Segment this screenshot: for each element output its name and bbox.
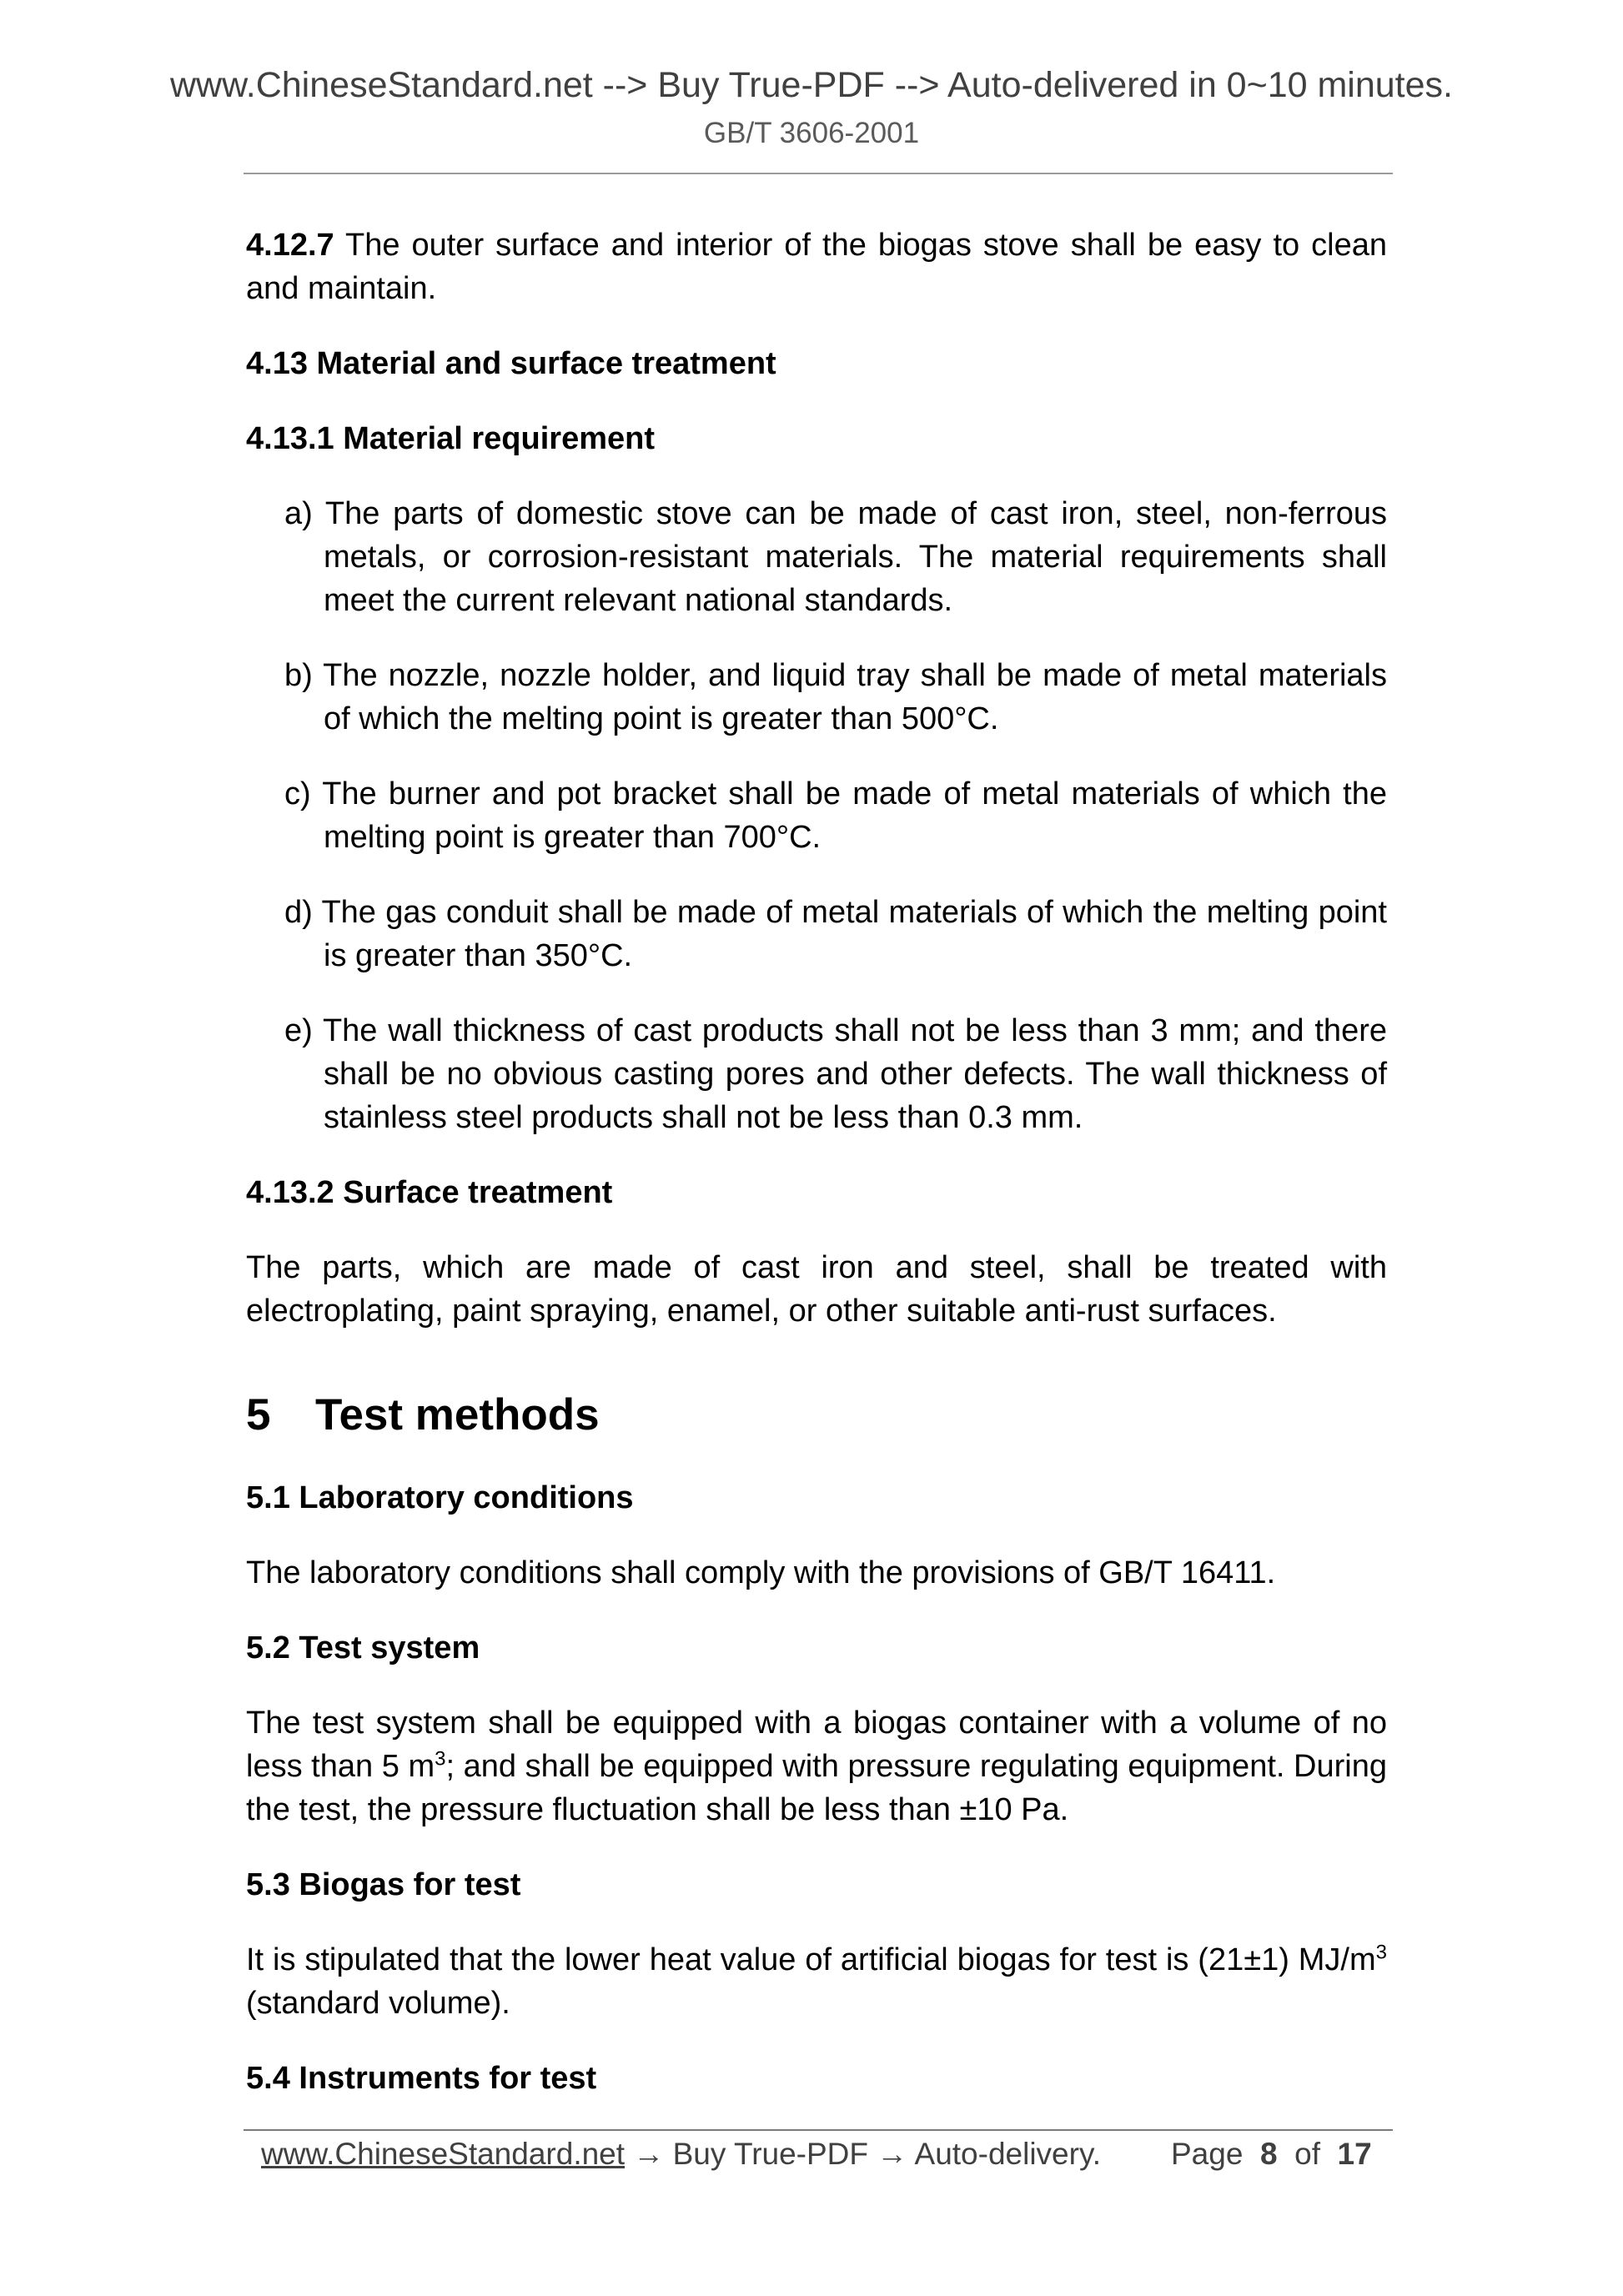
list-text: The gas conduit shall be made of metal materials of which the melting point is greater than 350°C. <box>321 895 1387 973</box>
list-item-a <box>246 492 1387 622</box>
list-item-d <box>246 891 1387 977</box>
list-item-c <box>246 772 1387 859</box>
paragraph-biogas <box>246 1938 1387 2025</box>
paragraph-lab-conditions: The laboratory conditions shall comply with the provisions of GB/T 16411. <box>246 1555 1276 1590</box>
section-title: Test methods <box>315 1390 600 1439</box>
heading-5-4: 5.4 Instruments for test <box>246 2061 597 2096</box>
superscript: 3 <box>435 1747 446 1771</box>
list-label: a) <box>284 496 313 531</box>
footer-site-link[interactable]: www.ChineseStandard.net <box>261 2137 626 2171</box>
section-heading-5 <box>246 1386 1387 1444</box>
heading-4-13-1: 4.13.1 Material requirement <box>246 421 655 456</box>
list-item-b <box>246 654 1387 741</box>
superscript: 3 <box>1375 1941 1387 1964</box>
clause-number: 4.12.7 <box>246 228 334 263</box>
list-text: The nozzle, nozzle holder, and liquid tray shall be made of metal materials of which the melting point is greater than 500°C. <box>323 658 1387 736</box>
page-body <box>246 224 1387 2100</box>
text-run: ; and shall be equipped with pressure regulating equipment. During the test, the pressure fluctuation shall be less than ±10 Pa. <box>246 1749 1387 1827</box>
text-run: It is stipulated that the lower heat value of artificial biogas for test is (21±1) MJ/m <box>246 1942 1376 1977</box>
list-item-e <box>246 1009 1387 1139</box>
footer-links <box>261 2137 1101 2172</box>
clause-text: The outer surface and interior of the biogas stove shall be easy to clean and maintain. <box>246 228 1387 306</box>
of-word: of <box>1294 2137 1320 2171</box>
list-label: b) <box>284 658 313 693</box>
heading-5-1: 5.1 Laboratory conditions <box>246 1480 634 1515</box>
list-label: c) <box>284 776 311 811</box>
document-code: GB/T 3606-2001 <box>703 117 920 149</box>
list-text: The parts of domestic stove can be made of cast iron, steel, non-ferrous metals, or corrosion-resistant materials. The material requirements shall meet the current relevant national standards. <box>324 496 1387 618</box>
section-number: 5 <box>246 1390 271 1439</box>
paragraph-test-system <box>246 1701 1387 1831</box>
header-link-text[interactable]: www.ChineseStandard.net --> Buy True-PDF --> Auto-delivered in 0~10 minutes. <box>169 65 1453 105</box>
heading-4-13-2: 4.13.2 Surface treatment <box>246 1175 613 1210</box>
list-text: The burner and pot bracket shall be made of metal materials of which the melting point is greater than 700°C. <box>322 776 1387 855</box>
footer-divider <box>244 2129 1393 2131</box>
heading-5-2: 5.2 Test system <box>246 1630 480 1665</box>
page-number: 8 <box>1259 2137 1278 2171</box>
clause-4-12-7 <box>246 224 1387 310</box>
paragraph-surface-treatment: The parts, which are made of cast iron and steel, shall be treated with electroplating, paint spraying, enamel, or other suitable anti-rust surfaces. <box>246 1250 1387 1329</box>
page-word: Page <box>1171 2137 1244 2171</box>
heading-5-3: 5.3 Biogas for test <box>246 1867 521 1902</box>
header-divider <box>244 173 1393 174</box>
footer-text: → Buy True-PDF → Auto-delivery. <box>625 2137 1101 2171</box>
list-label: e) <box>284 1013 313 1048</box>
list-label: d) <box>284 895 313 930</box>
list-text: The wall thickness of cast products shall not be less than 3 mm; and there shall be no obvious casting pores and other defects. The wall thickness of stainless steel products shall not be less than 0.3 mm. <box>322 1013 1387 1135</box>
heading-4-13: 4.13 Material and surface treatment <box>246 346 776 381</box>
page-indicator <box>1171 2137 1372 2172</box>
text-run: The test system shall be equipped with a biogas container with a volume of no less than 5 m <box>246 1706 1387 1784</box>
text-run: (standard volume). <box>246 1986 510 2021</box>
total-pages: 17 <box>1337 2137 1372 2171</box>
